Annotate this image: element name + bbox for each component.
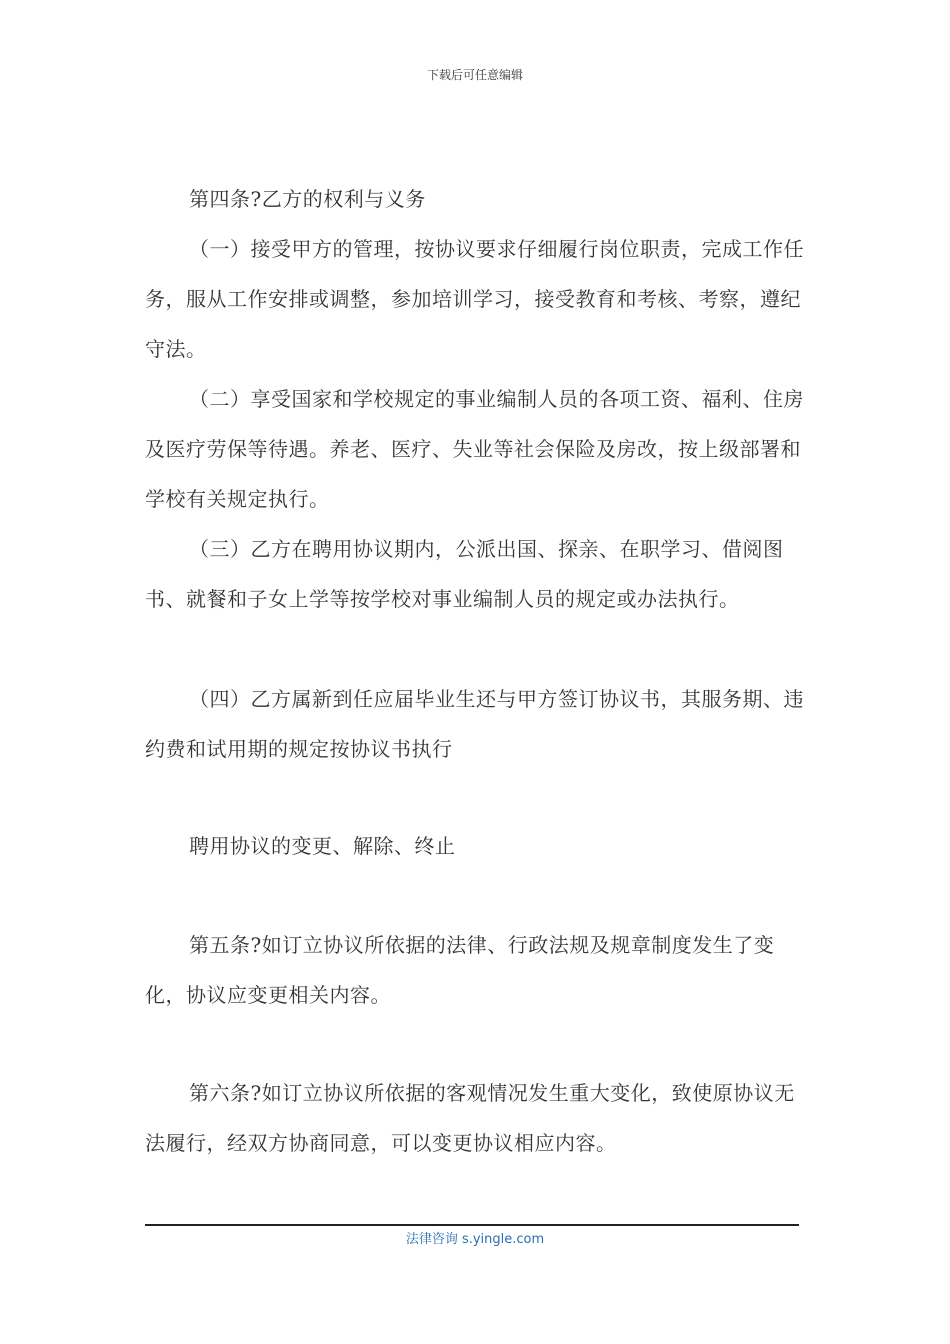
page-header: 下载后可任意编辑 (426, 68, 523, 82)
footer-divider (145, 1224, 799, 1226)
article-4-heading: 第四条?乙方的权利与义务 (189, 187, 426, 211)
article-4-item-3: （三）乙方在聘用协议期内，公派出国、探亲、在职学习、借阅图书、就餐和子女上学等按学校对事业编制人员的规定或办法执行。 (145, 537, 784, 611)
article-4-item-1: （一）接受甲方的管理，按协议要求仔细履行岗位职责，完成工作任务，服从工作安排或调整，参加培训学习，接受教育和考核、考察，遵纪守法。 (145, 237, 804, 361)
article-4-item-4: （四）乙方属新到任应届毕业生还与甲方签订协议书，其服务期、违约费和试用期的规定按协议书执行 (145, 687, 804, 761)
section-heading-change: 聘用协议的变更、解除、终止 (189, 834, 456, 858)
article-6: 第六条?如订立协议所依据的客观情况发生重大变化，致使原协议无法履行，经双方协商同意，可以变更协议相应内容。 (145, 1081, 795, 1155)
footer-link[interactable]: 法律咨询 s.yingle.com (405, 1232, 545, 1247)
article-5: 第五条?如订立协议所依据的法律、行政法规及规章制度发生了变化，协议应变更相关内容。 (145, 933, 775, 1007)
article-4-item-2: （二）享受国家和学校规定的事业编制人员的各项工资、福利、住房及医疗劳保等待遇。养老、医疗、失业等社会保险及房改，按上级部署和学校有关规定执行。 (145, 387, 804, 511)
